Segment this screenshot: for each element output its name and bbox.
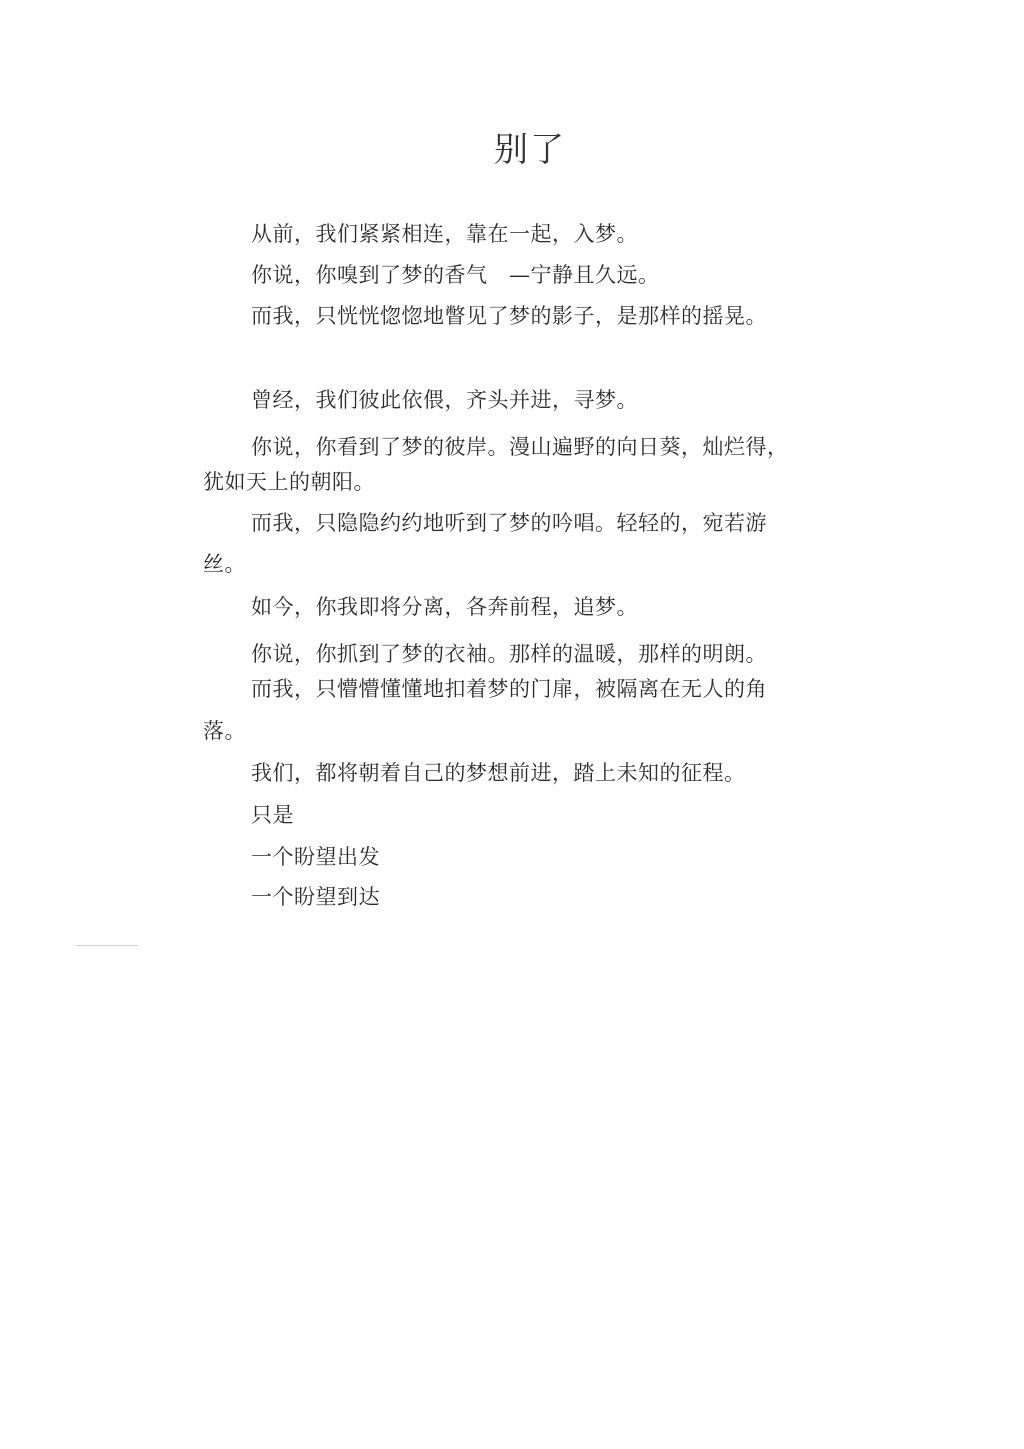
text-line: 丝。 (203, 552, 246, 576)
text-line: 你说，你看到了梦的彼岸。漫山遍野的向日葵，灿烂得， (251, 435, 789, 459)
text-line: 而我，只懵懵懂懂地扣着梦的门扉，被隔离在无人的角 (251, 677, 767, 701)
text-line: 只是 (251, 803, 294, 827)
text-line: 从前，我们紧紧相连，靠在一起，入梦。 (251, 222, 638, 246)
page-mark (76, 945, 138, 946)
text-line: 一个盼望出发 (251, 845, 380, 869)
text-line: 你说，你抓到了梦的衣袖。那样的温暖，那样的明朗。 (251, 642, 767, 666)
text-line: 曾经，我们彼此依偎，齐头并进，寻梦。 (251, 388, 638, 412)
text-line: 一个盼望到达 (251, 885, 380, 909)
document-title: 别了 (494, 130, 566, 170)
text-line: 我们，都将朝着自己的梦想前进，踏上未知的征程。 (251, 761, 746, 785)
text-line: 而我，只隐隐约约地听到了梦的吟唱。轻轻的，宛若游 (251, 511, 767, 535)
text-line: 犹如天上的朝阳。 (203, 470, 375, 494)
text-line: 而我，只恍恍惚惚地瞥见了梦的影子，是那样的摇晃。 (251, 304, 767, 328)
text-line: 落。 (203, 719, 246, 743)
text-line: 你说，你嗅到了梦的香气 —宁静且久远。 (251, 263, 660, 287)
text-line: 如今，你我即将分离，各奔前程，追梦。 (251, 595, 638, 619)
